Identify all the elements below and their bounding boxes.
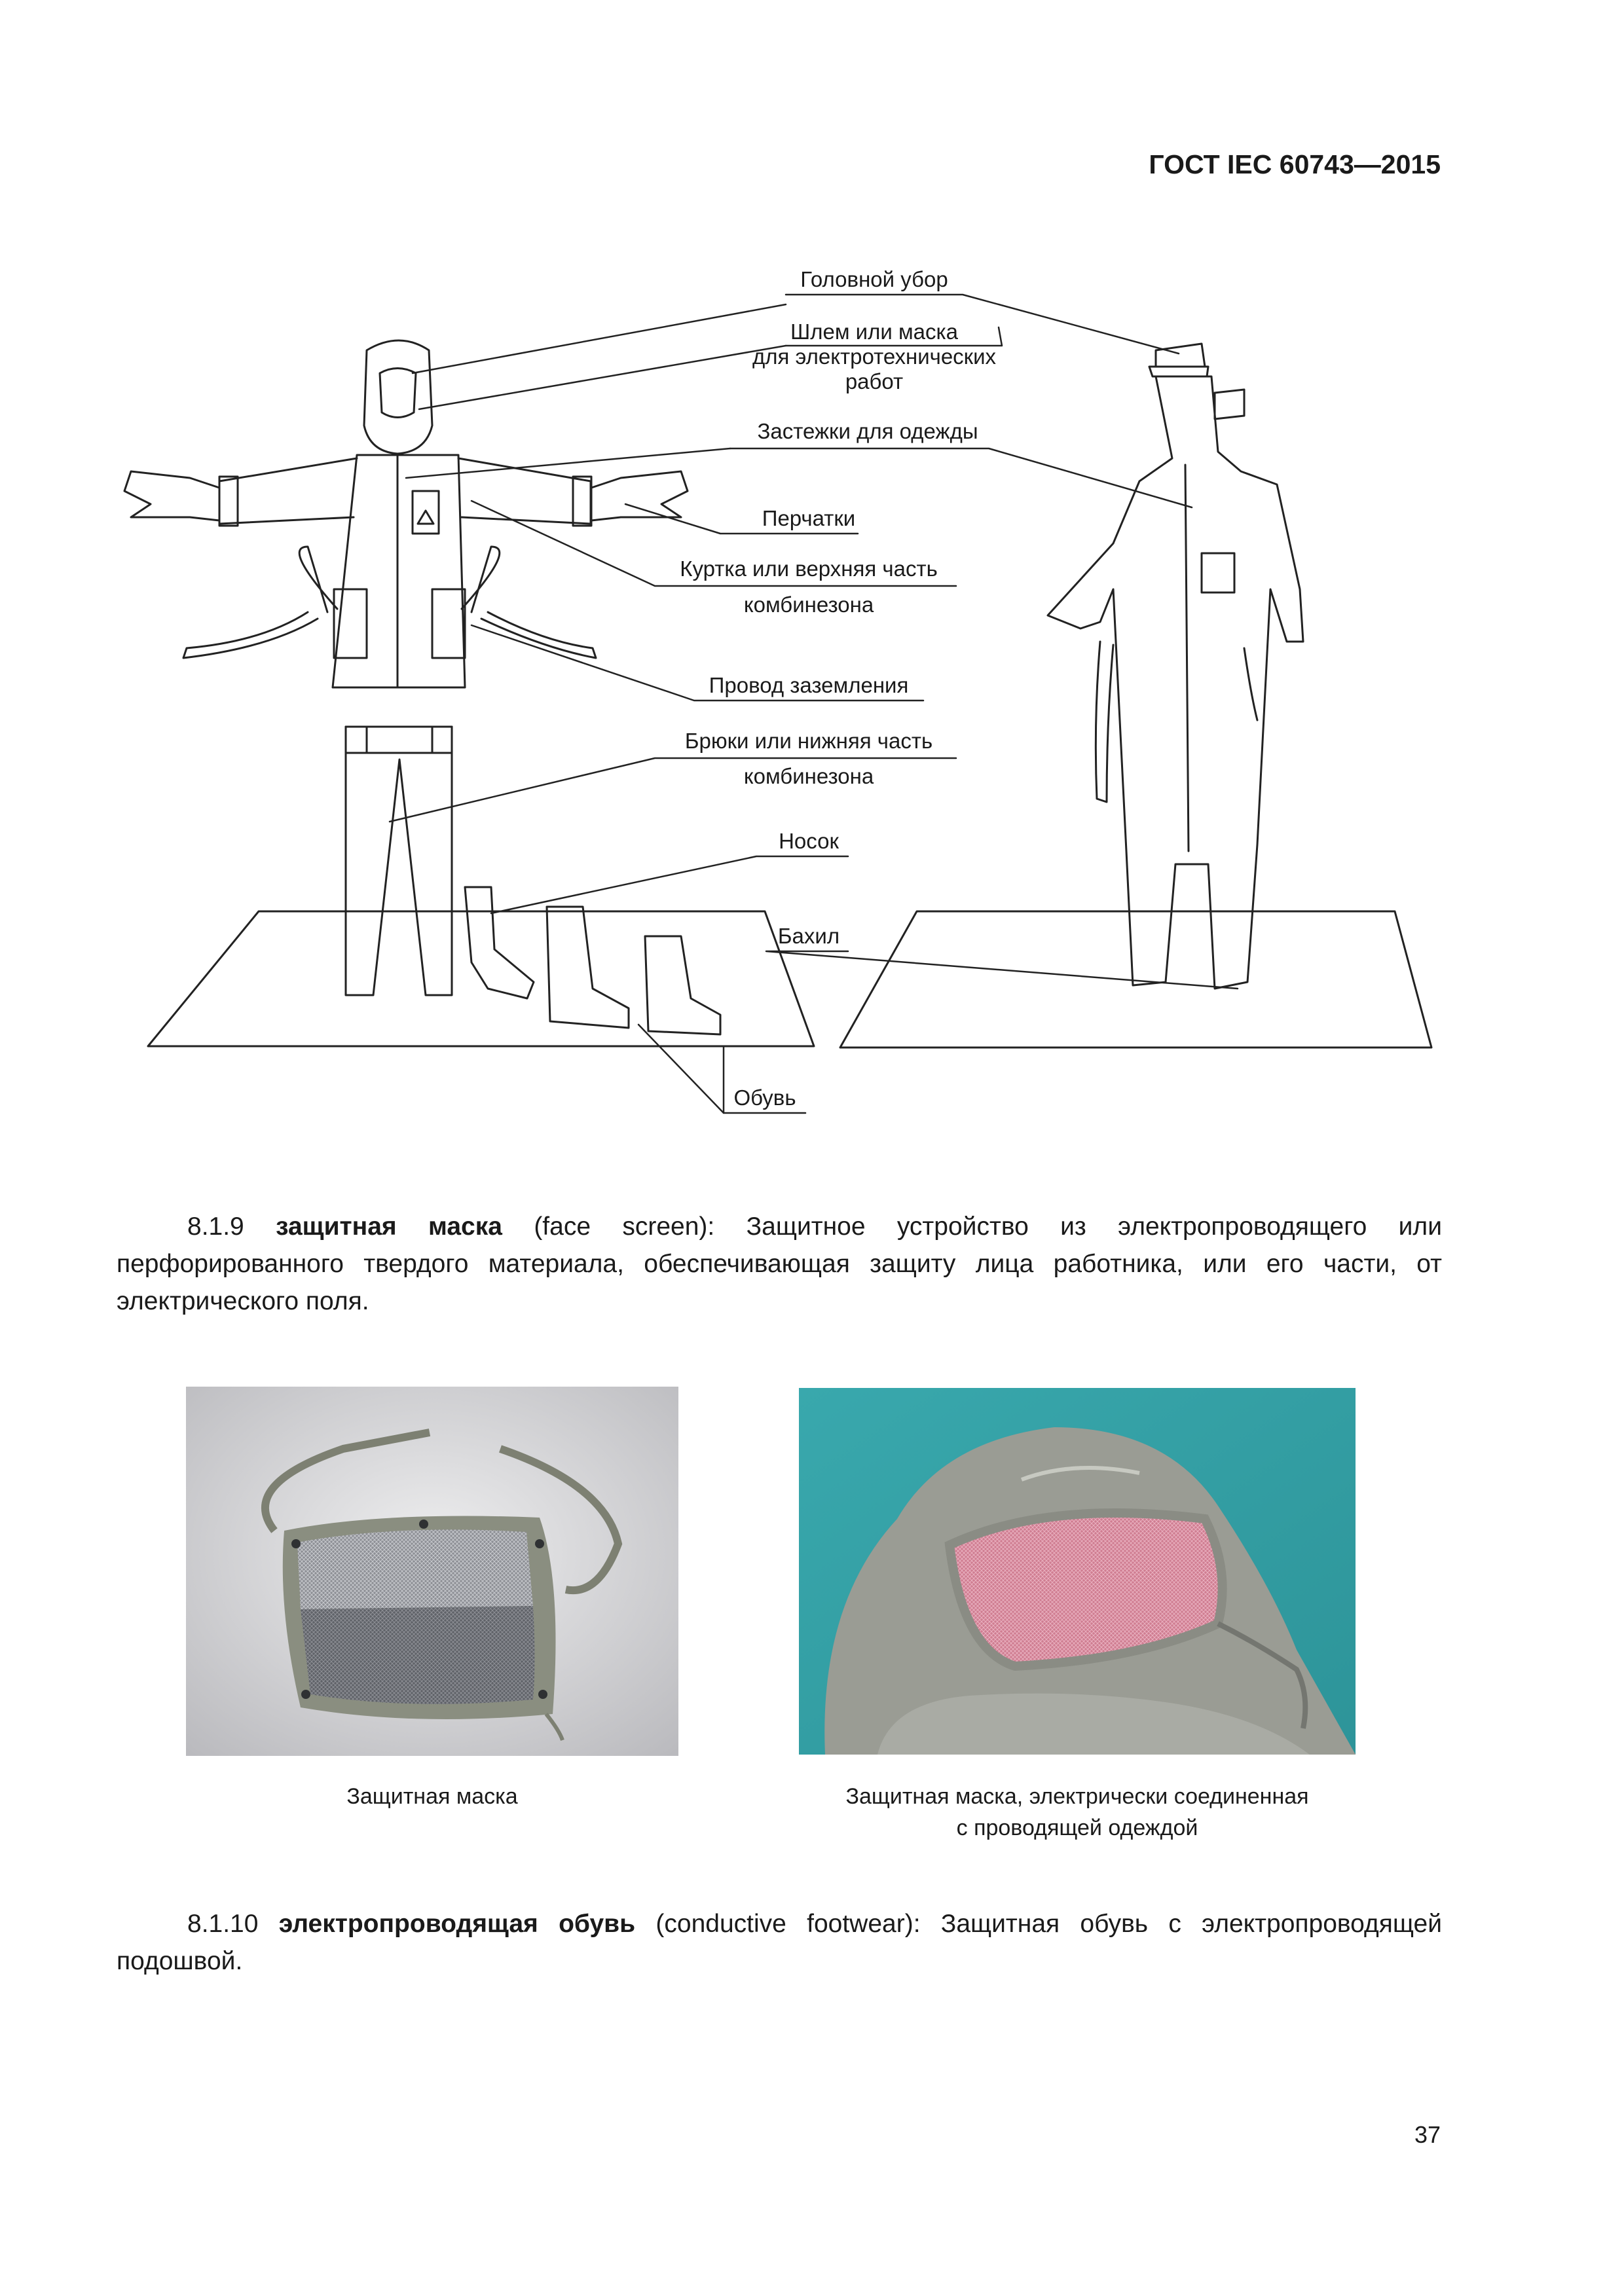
label-trousers-1: Брюки или нижняя часть — [684, 729, 933, 753]
label-footwear: Обувь — [733, 1085, 796, 1110]
label-trousers-2: комбинезона — [743, 764, 874, 788]
label-jacket-2: комбинезона — [743, 592, 874, 617]
caption-line-1: Защитная маска, электрически соединенная — [845, 1784, 1309, 1809]
leader-lines — [390, 295, 1238, 1113]
clause-term-en: (face screen) — [534, 1212, 708, 1241]
clause-definition: : Защитное устройство из электропроводящего или перфорированного твердого материала, обеспечивающая защиту лица работника, или его части, от электрического поля. — [117, 1212, 1442, 1315]
label-overshoe: Бахил — [777, 924, 840, 948]
label-ground-wire: Провод заземления — [709, 673, 909, 697]
photo-mask — [186, 1387, 678, 1756]
label-helmet-1: Шлем или маска — [790, 319, 959, 344]
clause-8-1-10 — [117, 1905, 1442, 1980]
label-headwear: Головной убор — [800, 267, 948, 291]
caption-mask-connected — [753, 1781, 1401, 1844]
clause-term-en: (conductive footwear) — [655, 1910, 913, 1938]
clause-term: защитная маска — [276, 1212, 502, 1241]
label-helmet-3: работ — [845, 369, 904, 393]
leader-sock — [491, 856, 848, 913]
label-helmet-2: для электротехнических — [752, 344, 997, 369]
clause-term: электропроводящая обувь — [278, 1910, 636, 1938]
label-fasteners: Застежки для одежды — [757, 419, 978, 443]
page-number: 37 — [1414, 2121, 1441, 2148]
clause-definition: : Защитная обувь с электропроводящей подошвой. — [117, 1910, 1442, 1975]
leader-fasteners — [730, 448, 1192, 507]
floor-mat-right — [840, 911, 1431, 1048]
caption-mask: Защитная маска — [346, 1784, 518, 1809]
clause-number: 8.1.10 — [187, 1910, 259, 1938]
standard-code: ГОСТ IEC 60743—2015 — [1149, 149, 1441, 179]
kit-figure-right — [1048, 344, 1303, 989]
photo-mask-hood — [799, 1388, 1356, 1755]
label-sock: Носок — [779, 829, 839, 853]
clause-8-1-9 — [117, 1208, 1442, 1320]
clause-number: 8.1.9 — [187, 1212, 244, 1241]
caption-line-2: с проводящей одеждой — [956, 1815, 1198, 1840]
label-jacket-1: Куртка или верхняя часть — [680, 556, 938, 581]
label-gloves: Перчатки — [762, 506, 856, 530]
kit-figure-left — [124, 340, 720, 1034]
